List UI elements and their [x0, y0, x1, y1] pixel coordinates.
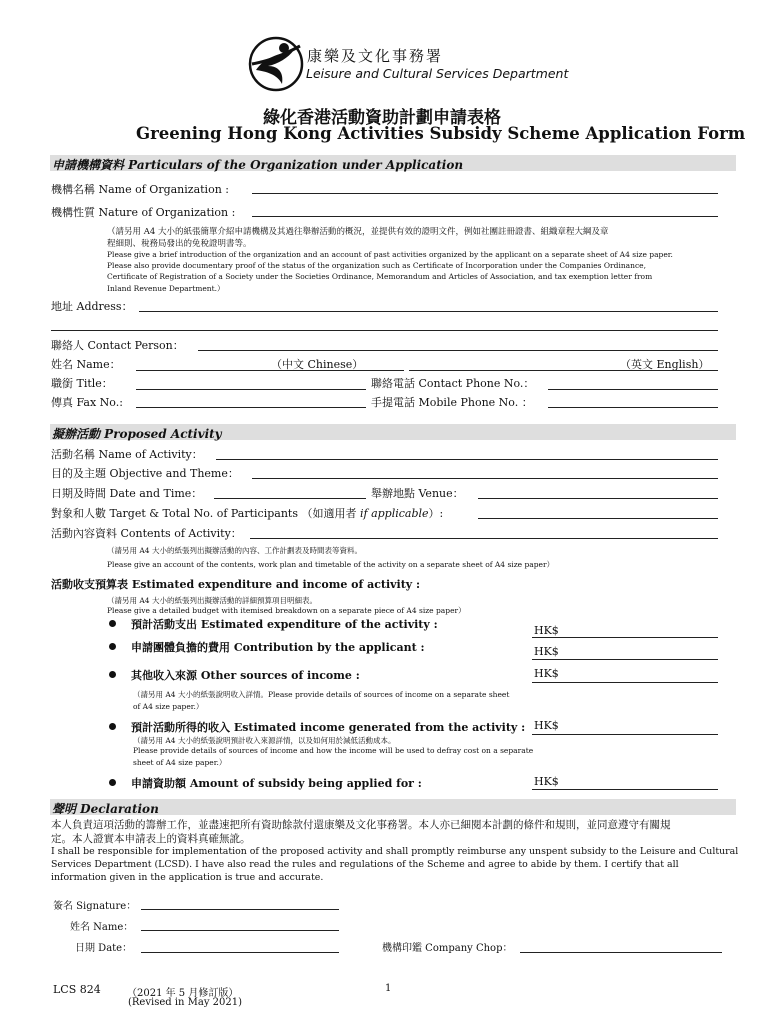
budget-expenditure-field[interactable]: [532, 637, 718, 638]
company-chop-label: 機構印鑑 Company Chop：: [382, 943, 513, 954]
contact-person-field[interactable]: [198, 350, 718, 351]
mobile-phone-field[interactable]: [548, 407, 718, 408]
target-label-end: ）:: [428, 507, 444, 520]
budget-subsidy-label: 申請資助額 Amount of subsidy being applied for :: [131, 777, 422, 790]
form-number: LCS 824: [53, 983, 101, 996]
name-label: 姓名 Name：: [51, 358, 121, 371]
address-label: 地址 Address：: [51, 300, 133, 313]
name-chinese-hint: （中文 Chinese）: [271, 358, 364, 371]
section-heading-activity: [50, 424, 736, 440]
signature-field[interactable]: [141, 909, 339, 910]
budget-income-note-en-2: sheet of A4 size paper.）: [133, 758, 227, 767]
section-heading-text: 申請機構資料 Particulars of the Organization under Application: [52, 158, 464, 172]
name-english-field[interactable]: [409, 370, 718, 371]
budget-expenditure-currency: HK$: [534, 624, 559, 637]
signature-label: 簽名 Signature：: [53, 901, 137, 912]
declaration-en-1: I shall be responsible for implementation of the proposed activity and shall promptly reimburse any unspent subsidy to the Leisure and Cultural: [51, 846, 739, 857]
budget-income-field[interactable]: [532, 734, 718, 735]
date-time-field[interactable]: [214, 498, 366, 499]
budget-contribution-label: 申請團體負擔的費用 Contribution by the applicant :: [131, 641, 425, 654]
budget-heading: 活動收支預算表 Estimated expenditure and income of activity :: [51, 578, 421, 591]
contact-phone-label: 聯絡電話 Contact Phone No.：: [371, 377, 535, 390]
company-chop-field[interactable]: [520, 952, 722, 953]
budget-other-note-1: （請另用 A4 大小的紙張說明收入詳情。Please provide details of sources of income on a separate sheet: [133, 690, 510, 699]
declarant-name-label: 姓名 Name：: [70, 922, 134, 933]
budget-income-currency: HK$: [534, 719, 559, 732]
org-note-zh-2: 程細則、稅務局發出的免稅證明書等。: [107, 239, 252, 249]
contents-field[interactable]: [250, 538, 718, 539]
name-english-hint: （英文 English）: [620, 358, 710, 371]
org-name-en: Leisure and Cultural Services Department: [306, 66, 569, 81]
bullet-icon: [109, 779, 116, 786]
bullet-icon: [109, 620, 116, 627]
revised-en: (Revised in May 2021): [128, 997, 243, 1008]
date-time-label: 日期及時間 Date and Time：: [51, 487, 203, 500]
budget-other-note-2: of A4 size paper.）: [133, 702, 204, 711]
target-label: [51, 505, 443, 521]
name-chinese-field[interactable]: [136, 370, 404, 371]
budget-expenditure-label: 預計活動支出 Estimated expenditure of the activity :: [131, 618, 438, 631]
address-field-2[interactable]: [51, 330, 718, 331]
budget-other-currency: HK$: [534, 667, 559, 680]
revised-zh: （2021 年 5 月修訂版）: [127, 988, 239, 999]
org-nature-label: 機構性質 Nature of Organization :: [51, 206, 236, 219]
contents-note-zh: （請另用 A4 大小的紙張列出擬辦活動的內容、工作計劃表及時間表等資料。: [107, 546, 362, 555]
org-note-en-4: Inland Revenue Department.）: [107, 284, 225, 293]
budget-other-label: 其他收入來源 Other sources of income :: [131, 669, 360, 682]
budget-contribution-field[interactable]: [532, 659, 718, 660]
org-note-en-2: Please also provide documentary proof of the status of the organization such as Certificate of Incorporation under the Companies Ordinance,: [107, 261, 646, 270]
bullet-icon: [109, 723, 116, 730]
budget-note-en: Please give a detailed budget with itemised breakdown on a separate piece of A4 size paper）: [107, 606, 466, 615]
section-heading-organization: [50, 155, 736, 171]
contents-label: 活動內容資料 Contents of Activity：: [51, 527, 242, 540]
bullet-icon: [109, 671, 116, 678]
bullet-icon: [109, 643, 116, 650]
title-field[interactable]: [136, 389, 366, 390]
declaration-date-field[interactable]: [141, 952, 339, 953]
objective-label: 目的及主題 Objective and Theme：: [51, 467, 239, 480]
lcsd-logo: [248, 36, 304, 92]
mobile-phone-label: 手提電話 Mobile Phone No. ：: [371, 396, 533, 409]
budget-income-label: 預計活動所得的收入 Estimated income generated from the activity :: [131, 721, 526, 734]
declarant-name-field[interactable]: [141, 930, 339, 931]
org-nature-field[interactable]: [252, 216, 718, 217]
venue-label: 舉辦地點 Venue：: [371, 487, 464, 500]
org-note-en-3: Certificate of Registration of a Society under the Societies Ordinance, Memorandum and Articles of Association, and tax exemption letter from: [107, 272, 653, 281]
budget-note-zh: （請另用 A4 大小的紙張列出擬辦活動的詳細預算項目明細表。: [107, 596, 317, 605]
budget-contribution-currency: HK$: [534, 645, 559, 658]
fax-label: 傳真 Fax No.:: [51, 396, 123, 409]
contents-note-en: Please give an account of the contents, work plan and timetable of the activity on a separate sheet of A4 size paper）: [107, 560, 555, 569]
contact-phone-field[interactable]: [548, 389, 718, 390]
venue-field[interactable]: [478, 498, 718, 499]
title-label: 職銜 Title：: [51, 377, 113, 390]
objective-field[interactable]: [252, 478, 718, 479]
declaration-zh-1: 本人負責這項活動的籌辦工作，並盡速把所有資助餘款付還康樂及文化事務署。本人亦已細閱本計劃的條件和規則，並同意遵守有關規: [51, 819, 671, 831]
section-heading-text: 擬辦活動 Proposed Activity: [52, 427, 222, 441]
lcsd-logo-mark: [248, 36, 304, 92]
declaration-date-label: 日期 Date：: [75, 943, 133, 954]
form-title-zh: 綠化香港活動資助計劃申請表格: [263, 108, 501, 128]
target-field[interactable]: [478, 518, 718, 519]
org-name-label: 機構名稱 Name of Organization :: [51, 183, 229, 196]
form-title-en: Greening Hong Kong Activities Subsidy Scheme Application Form: [136, 124, 746, 143]
page-number: 1: [385, 983, 392, 994]
org-name-zh: 康樂及文化事務署: [307, 47, 444, 65]
activity-name-label: 活動名稱 Name of Activity：: [51, 448, 203, 461]
budget-income-note-en-1: Please provide details of sources of income and how the income will be used to defray cost on a separate: [133, 746, 534, 755]
declaration-en-3: information given in the application is true and accurate.: [51, 872, 324, 883]
target-label-ifapp: if applicable: [359, 507, 429, 520]
org-name-field[interactable]: [252, 193, 718, 194]
org-note-en-1: Please give a brief introduction of the organization and an account of past activities organized by the applicant on a separate sheet of A4 size paper.: [107, 250, 673, 259]
contact-person-label: 聯絡人 Contact Person：: [51, 339, 184, 352]
section-heading-text: 聲明 Declaration: [52, 802, 159, 816]
declaration-en-2: Services Department (LCSD). I have also read the rules and regulations of the Scheme and agree to abide by them. I certify that all: [51, 859, 679, 870]
declaration-zh-2: 定。本人證實本申請表上的資料真確無訛。: [51, 833, 251, 845]
budget-other-field[interactable]: [532, 682, 718, 683]
fax-field[interactable]: [136, 407, 366, 408]
budget-subsidy-currency: HK$: [534, 775, 559, 788]
target-label-main: 對象和人數 Target & Total No. of Participants （如適用者: [51, 507, 360, 520]
activity-name-field[interactable]: [216, 459, 718, 460]
section-heading-declaration: [50, 799, 736, 815]
budget-income-note-zh: （請另用 A4 大小的紙張說明預計收入來源詳情，以及如何用於減低活動成本。: [133, 736, 396, 745]
budget-subsidy-field[interactable]: [532, 789, 718, 790]
address-field-1[interactable]: [139, 311, 718, 312]
org-note-zh-1: （請另用 A4 大小的紙張簡單介紹申請機構及其過往舉辦活動的概況，並提供有效的證明文件，例如社團註冊證書、組織章程大綱及章: [107, 227, 609, 237]
